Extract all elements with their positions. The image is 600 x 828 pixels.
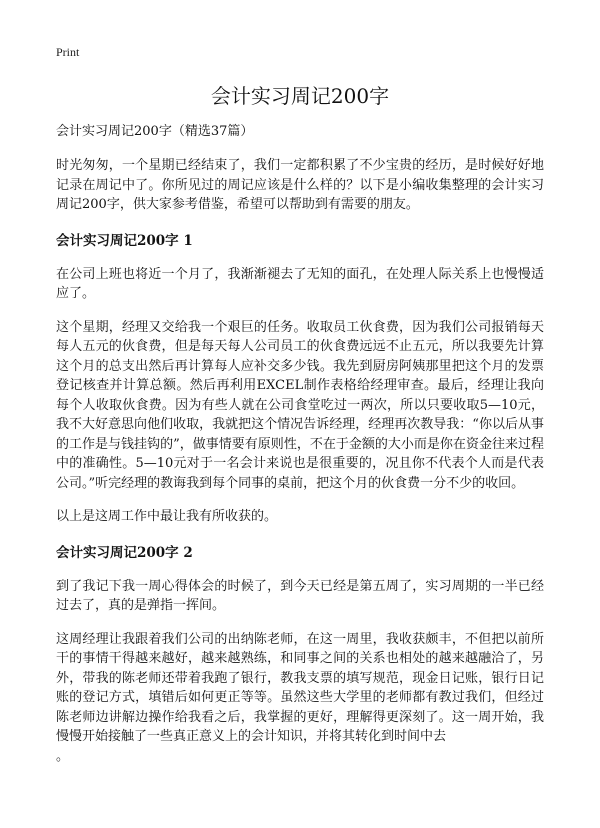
- section-paragraph: 这周经理让我跟着我们公司的出纳陈老师，在这一周里，我收获颇丰，不但把以前所干的事情干得越来越好，越来越熟练，和同事之间的关系也相处的越来越融洽了，另外，带我的陈老师还带着我跑了银行，教我支票的填写规范，现金日记账，银行日记账的登记方式，填错后如何更正等等。虽然这些大学里的老师都有教过我们，但经过陈老师边讲解边操作给我看之后，我掌握的更好，理解得更深刻了。这一周开始，我慢慢开始接触了一些真正意义上的会计知识，并将其转化到时间中去: [56, 631, 544, 744]
- section-trailing-text: 。: [56, 748, 70, 764]
- section-2: [56, 543, 544, 767]
- section-paragraph: 在公司上班也将近一个月了，我渐渐褪去了无知的面孔，在处理人际关系上也慢慢适应了。: [56, 266, 544, 301]
- intro-paragraph: 时光匆匆，一个星期已经结束了，我们一定都积累了不少宝贵的经历，是时候好好地记录在周记中了。你所见过的周记应该是什么样的？以下是小编收集整理的会计实习周记200字，供大家参考借鉴，希望可以帮助到有需要的朋友。: [56, 158, 544, 212]
- section-heading: 会计实习周记200字 2: [56, 544, 193, 561]
- section-heading: 会计实习周记200字 1: [56, 232, 193, 249]
- section-paragraph: 到了我记下我一周心得体会的时候了，到今天已经是第五周了，实习周期的一半已经过去了，真的是弹指一挥间。: [56, 578, 544, 613]
- section-paragraph: 这个星期，经理又交给我一个艰巨的任务。收取员工伙食费，因为我们公司报销每天每人五元的伙食费，但是每天每人公司员工的伙食费远远不止五元，所以我要先计算这个月的总支出然后再计算每人应补交多少钱。我先到厨房阿姨那里把这个月的发票登记核查并计算总额。然后再利用EXCEL制作表格给经理审查。最后，经理让我向每个人收取伙食费。因为有些人就在公司食堂吃过一两次，所以只要收取5—10元，我不大好意思向他们收取，我就把这个情况告诉经理，经理再次教导我：“你以后从事的工作是与钱挂钩的”，做事情要有原则性，不在于金额的大小而是你在资金往来过程中的准确性。5—10元对于一名会计来说也是很重要的，况且你不代表个人而是代表公司。”听完经理的教诲我到每个同事的桌前，把这个月的伙食费一分不少的收回。: [56, 319, 544, 491]
- section-paragraph: 以上是这周工作中最让我有所收获的。: [56, 509, 278, 524]
- document-title: 会计实习周记200字: [210, 84, 390, 108]
- document-subtitle: 会计实习周记200字（精选37篇）: [56, 124, 254, 139]
- print-link[interactable]: Print: [56, 45, 80, 59]
- section-1: [56, 231, 544, 527]
